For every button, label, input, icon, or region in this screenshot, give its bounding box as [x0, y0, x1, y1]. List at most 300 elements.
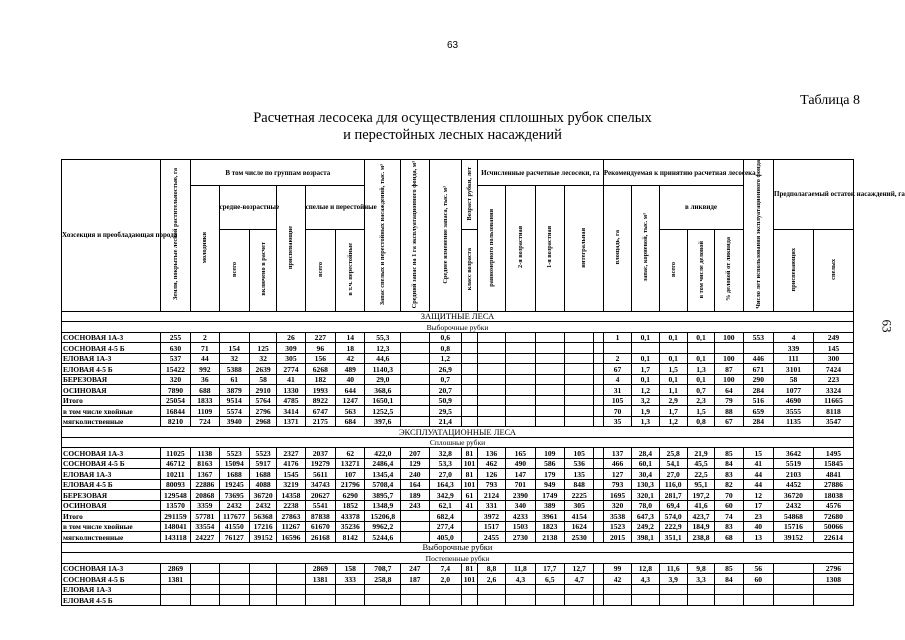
table-cell	[219, 584, 249, 595]
table-cell	[506, 406, 535, 417]
table-cell: 17216	[249, 521, 276, 532]
table-cell: 87838	[305, 511, 335, 522]
table-cell	[429, 595, 462, 606]
table-cell	[191, 563, 219, 574]
table-cell	[594, 469, 603, 480]
table-cell: 41	[743, 458, 773, 469]
table-cell	[477, 584, 505, 595]
table-cell: 15422	[160, 364, 190, 375]
table-cell	[564, 332, 593, 343]
table-cell: 4785	[277, 395, 305, 406]
table-cell: 8210	[160, 416, 190, 427]
table-cell	[401, 511, 429, 522]
section-title: ЭКСПЛУАТАЦИОННЫЕ ЛЕСА	[62, 427, 854, 438]
table-cell: 29,5	[429, 406, 462, 417]
table-cell: 21,4	[429, 416, 462, 427]
table-cell: 290	[743, 374, 773, 385]
table-cell: 708,7	[365, 563, 401, 574]
table-cell: 135	[564, 469, 593, 480]
table-cell: 489	[336, 364, 365, 375]
row-label: СОСНОВАЯ 4-5 Б	[62, 574, 161, 585]
table-cell: 992	[191, 364, 219, 375]
table-cell: 101	[462, 479, 478, 490]
table-cell: 1140,3	[365, 364, 401, 375]
table-cell	[535, 595, 564, 606]
table-cell: 26	[277, 332, 305, 343]
table-cell: 16596	[277, 532, 305, 543]
table-cell: 2730	[506, 532, 535, 543]
table-cell: 189	[401, 490, 429, 501]
table-cell: 67	[603, 364, 631, 375]
table-cell: 179	[535, 469, 564, 480]
row-label: СОСНОВАЯ 1А-3	[62, 448, 161, 459]
table-cell: 40	[743, 521, 773, 532]
table-cell: 247	[401, 563, 429, 574]
table-cell: 0,7	[429, 374, 462, 385]
table-cell: 35236	[336, 521, 365, 532]
table-cell: 5523	[219, 448, 249, 459]
table-cell: 165	[506, 448, 535, 459]
header-calc: Исчисленные расчетные лесосеки, га	[477, 160, 603, 186]
table-cell	[506, 395, 535, 406]
table-cell: 35	[603, 416, 631, 427]
table-cell: 2796	[249, 406, 276, 417]
header-cut-age: Возраст рубки, лет	[465, 166, 473, 221]
table-cell: 82	[715, 479, 743, 490]
table-cell: 32,8	[429, 448, 462, 459]
table-cell: 1517	[477, 521, 505, 532]
table-cell: 29,0	[365, 374, 401, 385]
table-cell	[564, 595, 593, 606]
table-cell: 2910	[249, 385, 276, 396]
table-cell: 574,0	[659, 511, 687, 522]
table-cell: 1330	[277, 385, 305, 396]
table-row	[62, 416, 854, 427]
table-cell: 22886	[191, 479, 219, 490]
table-cell: 249,2	[632, 521, 659, 532]
table-row	[62, 511, 854, 522]
table-cell: 5574	[219, 406, 249, 417]
table-cell	[659, 343, 687, 354]
table-cell: 58	[774, 374, 814, 385]
table-cell	[219, 574, 249, 585]
table-cell: 4690	[774, 395, 814, 406]
table-cell	[774, 595, 814, 606]
table-cell	[594, 353, 603, 364]
table-cell: 76127	[219, 532, 249, 543]
table-cell	[687, 595, 714, 606]
data-table	[61, 159, 905, 606]
table-cell: 197,2	[687, 490, 714, 501]
table-cell: 2390	[506, 490, 535, 501]
table-cell	[715, 584, 743, 595]
table-cell: 243	[401, 500, 429, 511]
table-cell: 9962,2	[365, 521, 401, 532]
table-cell: 126	[477, 469, 505, 480]
header-remain: Предполагаемый остаток насаждений, га	[774, 160, 854, 230]
table-cell: 3879	[219, 385, 249, 396]
table-cell: 2968	[249, 416, 276, 427]
section-title: Выборочные рубки	[62, 542, 854, 553]
table-cell: 3555	[774, 406, 814, 417]
table-cell: 84	[715, 574, 743, 585]
table-row	[62, 332, 854, 343]
table-cell: 164	[401, 479, 429, 490]
table-cell: 32	[249, 353, 276, 364]
table-cell: 70	[603, 406, 631, 417]
table-cell	[594, 500, 603, 511]
table-cell: 158	[336, 563, 365, 574]
table-cell	[603, 584, 631, 595]
table-cell: 27863	[277, 511, 305, 522]
table-row	[62, 500, 854, 511]
table-cell: 88	[715, 406, 743, 417]
table-row	[62, 406, 854, 417]
table-cell: 61670	[305, 521, 335, 532]
table-cell	[774, 584, 814, 595]
table-cell: 68	[715, 532, 743, 543]
table-row	[62, 574, 854, 585]
table-cell	[743, 584, 773, 595]
section-title-row	[62, 311, 854, 322]
table-cell: 320,1	[632, 490, 659, 501]
table-cell	[687, 343, 714, 354]
table-cell: 682,4	[429, 511, 462, 522]
table-cell: 1,9	[632, 406, 659, 417]
table-cell	[774, 574, 814, 585]
table-cell	[564, 385, 593, 396]
table-cell	[191, 584, 219, 595]
table-cell: 39152	[774, 532, 814, 543]
table-cell: 15	[743, 448, 773, 459]
table-cell: 4841	[813, 469, 853, 480]
row-label: БЕРЕЗОВАЯ	[62, 374, 161, 385]
header-avg-stock: Средний запас на 1 га эксплуатационного фонда, м³	[411, 160, 419, 309]
table-cell	[632, 595, 659, 606]
row-label: СОСНОВАЯ 1А-3	[62, 332, 161, 343]
table-cell: 11025	[160, 448, 190, 459]
table-cell	[401, 353, 429, 364]
table-cell: 2486,4	[365, 458, 401, 469]
table-cell: 99	[603, 563, 631, 574]
table-cell: 3219	[277, 479, 305, 490]
table-cell: 340	[506, 500, 535, 511]
row-label: ЕЛОВАЯ 4-5 Б	[62, 595, 161, 606]
table-row	[62, 469, 854, 480]
table-cell	[715, 343, 743, 354]
table-cell: 36	[191, 374, 219, 385]
table-cell	[477, 385, 505, 396]
table-cell: 1688	[249, 469, 276, 480]
table-cell: 4088	[249, 479, 276, 490]
table-cell: 9,8	[687, 563, 714, 574]
table-cell: 83	[715, 469, 743, 480]
table-cell: 36720	[249, 490, 276, 501]
table-cell: 701	[506, 479, 535, 490]
table-cell: 11665	[813, 395, 853, 406]
header-age2: 2-я возрастная	[516, 226, 524, 269]
table-cell: 27,0	[659, 469, 687, 480]
table-cell: 2138	[535, 532, 564, 543]
row-label: ЕЛОВАЯ 1А-3	[62, 353, 161, 364]
table-cell: 2,0	[429, 574, 462, 585]
table-cell	[462, 406, 478, 417]
table-cell: 2225	[564, 490, 593, 501]
table-cell: 462	[477, 458, 505, 469]
table-cell: 33554	[191, 521, 219, 532]
table-cell: 466	[603, 458, 631, 469]
table-cell: 258,8	[365, 574, 401, 585]
table-cell: 255	[160, 332, 190, 343]
table-cell: 145	[813, 343, 853, 354]
table-cell: 3972	[477, 511, 505, 522]
table-cell: 41550	[219, 521, 249, 532]
table-cell	[462, 595, 478, 606]
table-cell: 25,8	[659, 448, 687, 459]
table-cell	[191, 595, 219, 606]
table-cell: 85	[715, 563, 743, 574]
table-cell: 8142	[336, 532, 365, 543]
table-cell: 398,1	[632, 532, 659, 543]
table-cell: 39152	[249, 532, 276, 543]
table-cell	[535, 353, 564, 364]
table-cell: 147	[506, 469, 535, 480]
table-cell: 281,7	[659, 490, 687, 501]
table-cell: 13570	[160, 500, 190, 511]
table-cell: 320	[160, 374, 190, 385]
table-cell: 8163	[191, 458, 219, 469]
table-cell	[477, 374, 505, 385]
table-cell: 15845	[813, 458, 853, 469]
header-liquid: в ликвиде	[659, 186, 743, 230]
table-cell	[535, 385, 564, 396]
table-cell: 0,8	[687, 416, 714, 427]
table-cell: 116,0	[659, 479, 687, 490]
table-cell: 44	[743, 479, 773, 490]
table-cell: 3101	[774, 364, 814, 375]
table-cell: 4233	[506, 511, 535, 522]
table-cell: 20868	[191, 490, 219, 501]
table-cell	[564, 353, 593, 364]
row-label: ОСИНОВАЯ	[62, 385, 161, 396]
table-cell	[462, 374, 478, 385]
table-cell	[462, 343, 478, 354]
table-cell: 5388	[219, 364, 249, 375]
section-title-row	[62, 427, 854, 438]
table-cell: 53,3	[429, 458, 462, 469]
table-cell	[477, 353, 505, 364]
table-cell	[365, 584, 401, 595]
table-cell: 4176	[277, 458, 305, 469]
table-cell: 949	[535, 479, 564, 490]
table-cell	[462, 385, 478, 396]
table-cell: 15094	[219, 458, 249, 469]
title-line-2: и перестойных лесных насаждений	[343, 127, 562, 143]
table-row	[62, 364, 854, 375]
table-cell: 64	[715, 385, 743, 396]
table-cell: 25054	[160, 395, 190, 406]
table-cell: 19279	[305, 458, 335, 469]
header-stock: Запас спелых и перестойных насаждений, тыс. м³	[379, 163, 387, 306]
table-cell: 1371	[277, 416, 305, 427]
table-cell: 446	[743, 353, 773, 364]
table-cell	[506, 343, 535, 354]
row-label: ЕЛОВАЯ 1А-3	[62, 584, 161, 595]
table-cell: 30,4	[632, 469, 659, 480]
table-cell: 2175	[305, 416, 335, 427]
header-uniform: равномерного пользования	[488, 208, 495, 287]
table-cell: 3895,7	[365, 490, 401, 501]
table-cell	[191, 574, 219, 585]
table-cell: 2796	[813, 563, 853, 574]
table-cell: 1109	[191, 406, 219, 417]
table-cell: 71	[191, 343, 219, 354]
table-cell: 26,9	[429, 364, 462, 375]
table-row	[62, 584, 854, 595]
table-cell: 300	[813, 353, 853, 364]
table-cell: 284	[743, 385, 773, 396]
table-cell	[535, 364, 564, 375]
table-cell: 1823	[535, 521, 564, 532]
table-cell: 5519	[774, 458, 814, 469]
table-cell: 41	[277, 374, 305, 385]
table-number: Таблица 8	[800, 93, 860, 108]
table-cell	[305, 584, 335, 595]
table-cell: 44	[191, 353, 219, 364]
table-cell: 0,7	[687, 385, 714, 396]
header-age-class: класс возраста	[465, 248, 473, 291]
header-mid-incl: включено в расчет	[259, 242, 267, 297]
table-cell: 405,0	[429, 532, 462, 543]
table-cell: 10211	[160, 469, 190, 480]
table-cell: 21,9	[687, 448, 714, 459]
table-cell: 41,6	[687, 500, 714, 511]
table-cell: 305	[564, 500, 593, 511]
table-cell	[564, 406, 593, 417]
table-cell: 1,1	[659, 385, 687, 396]
table-cell	[506, 385, 535, 396]
table-cell: 1624	[564, 521, 593, 532]
table-cell	[462, 532, 478, 543]
table-cell: 1,7	[659, 406, 687, 417]
section-subtitle-row	[62, 437, 854, 448]
table-cell: 67	[715, 416, 743, 427]
table-cell: 397,6	[365, 416, 401, 427]
table-cell: 105	[564, 448, 593, 459]
table-cell: 19245	[219, 479, 249, 490]
table-cell: 2	[191, 332, 219, 343]
table-cell: 148041	[160, 521, 190, 532]
table-cell	[594, 406, 603, 417]
table-cell: 36720	[774, 490, 814, 501]
table-cell	[305, 595, 335, 606]
table-cell: 8118	[813, 406, 853, 417]
table-cell: 368,6	[365, 385, 401, 396]
table-cell	[659, 584, 687, 595]
table-cell: 3547	[813, 416, 853, 427]
table-cell: 223	[813, 374, 853, 385]
table-cell: 60	[715, 500, 743, 511]
table-cell: 32	[219, 353, 249, 364]
table-cell: 351,1	[659, 532, 687, 543]
table-cell	[594, 385, 603, 396]
table-cell: 1348,9	[365, 500, 401, 511]
table-cell	[477, 364, 505, 375]
table-cell: 14358	[277, 490, 305, 501]
table-cell: 7890	[160, 385, 190, 396]
table-cell: 105	[603, 395, 631, 406]
table-cell: 34743	[305, 479, 335, 490]
table-cell: 0,1	[687, 353, 714, 364]
table-cell: 40	[336, 374, 365, 385]
table-cell: 11,6	[659, 563, 687, 574]
table-cell: 1,5	[687, 406, 714, 417]
table-cell	[535, 332, 564, 343]
title-line-1: Расчетная лесосека для осуществления сплошных рубок спелых	[253, 110, 652, 126]
table-cell: 58	[249, 374, 276, 385]
table-cell	[564, 584, 593, 595]
table-cell	[277, 595, 305, 606]
table-cell: 630	[160, 343, 190, 354]
header-young: молодняки	[201, 231, 209, 263]
table-cell: 136	[477, 448, 505, 459]
table-cell: 1833	[191, 395, 219, 406]
table-cell: 46712	[160, 458, 190, 469]
table-cell	[564, 343, 593, 354]
table-cell: 1	[603, 332, 631, 343]
table-cell: 227	[305, 332, 335, 343]
table-title	[0, 110, 905, 144]
table-cell: 101	[462, 574, 478, 585]
row-label: мягколиственные	[62, 532, 161, 543]
table-cell: 21796	[336, 479, 365, 490]
table-cell	[594, 584, 603, 595]
table-cell: 1,5	[659, 364, 687, 375]
table-cell	[743, 595, 773, 606]
table-cell	[535, 584, 564, 595]
table-cell: 130,3	[632, 479, 659, 490]
header-farm: Хозсекция и преобладающая порода	[62, 160, 161, 312]
table-cell	[219, 563, 249, 574]
table-cell: 0,1	[659, 332, 687, 343]
table-cell: 15716	[774, 521, 814, 532]
table-cell	[336, 595, 365, 606]
table-cell: 101	[462, 458, 478, 469]
table-cell	[160, 584, 190, 595]
table-cell: 3940	[219, 416, 249, 427]
table-cell	[594, 374, 603, 385]
table-cell: 5764	[249, 395, 276, 406]
table-cell	[594, 563, 603, 574]
table-cell: 44,6	[365, 353, 401, 364]
table-cell	[249, 332, 276, 343]
table-cell	[477, 595, 505, 606]
table-cell: 305	[277, 353, 305, 364]
header-stock-root: запас, корневой, тыс. м³	[641, 213, 649, 282]
table-cell: 6747	[305, 406, 335, 417]
table-cell	[594, 490, 603, 501]
table-cell	[603, 595, 631, 606]
table-cell: 3961	[535, 511, 564, 522]
table-cell: 2327	[277, 448, 305, 459]
table-cell: 18	[336, 343, 365, 354]
section-subtitle-row	[62, 553, 854, 564]
table-cell: 62	[336, 448, 365, 459]
table-cell: 1308	[813, 574, 853, 585]
table-cell	[506, 584, 535, 595]
table-cell: 490	[506, 458, 535, 469]
table-cell	[564, 395, 593, 406]
